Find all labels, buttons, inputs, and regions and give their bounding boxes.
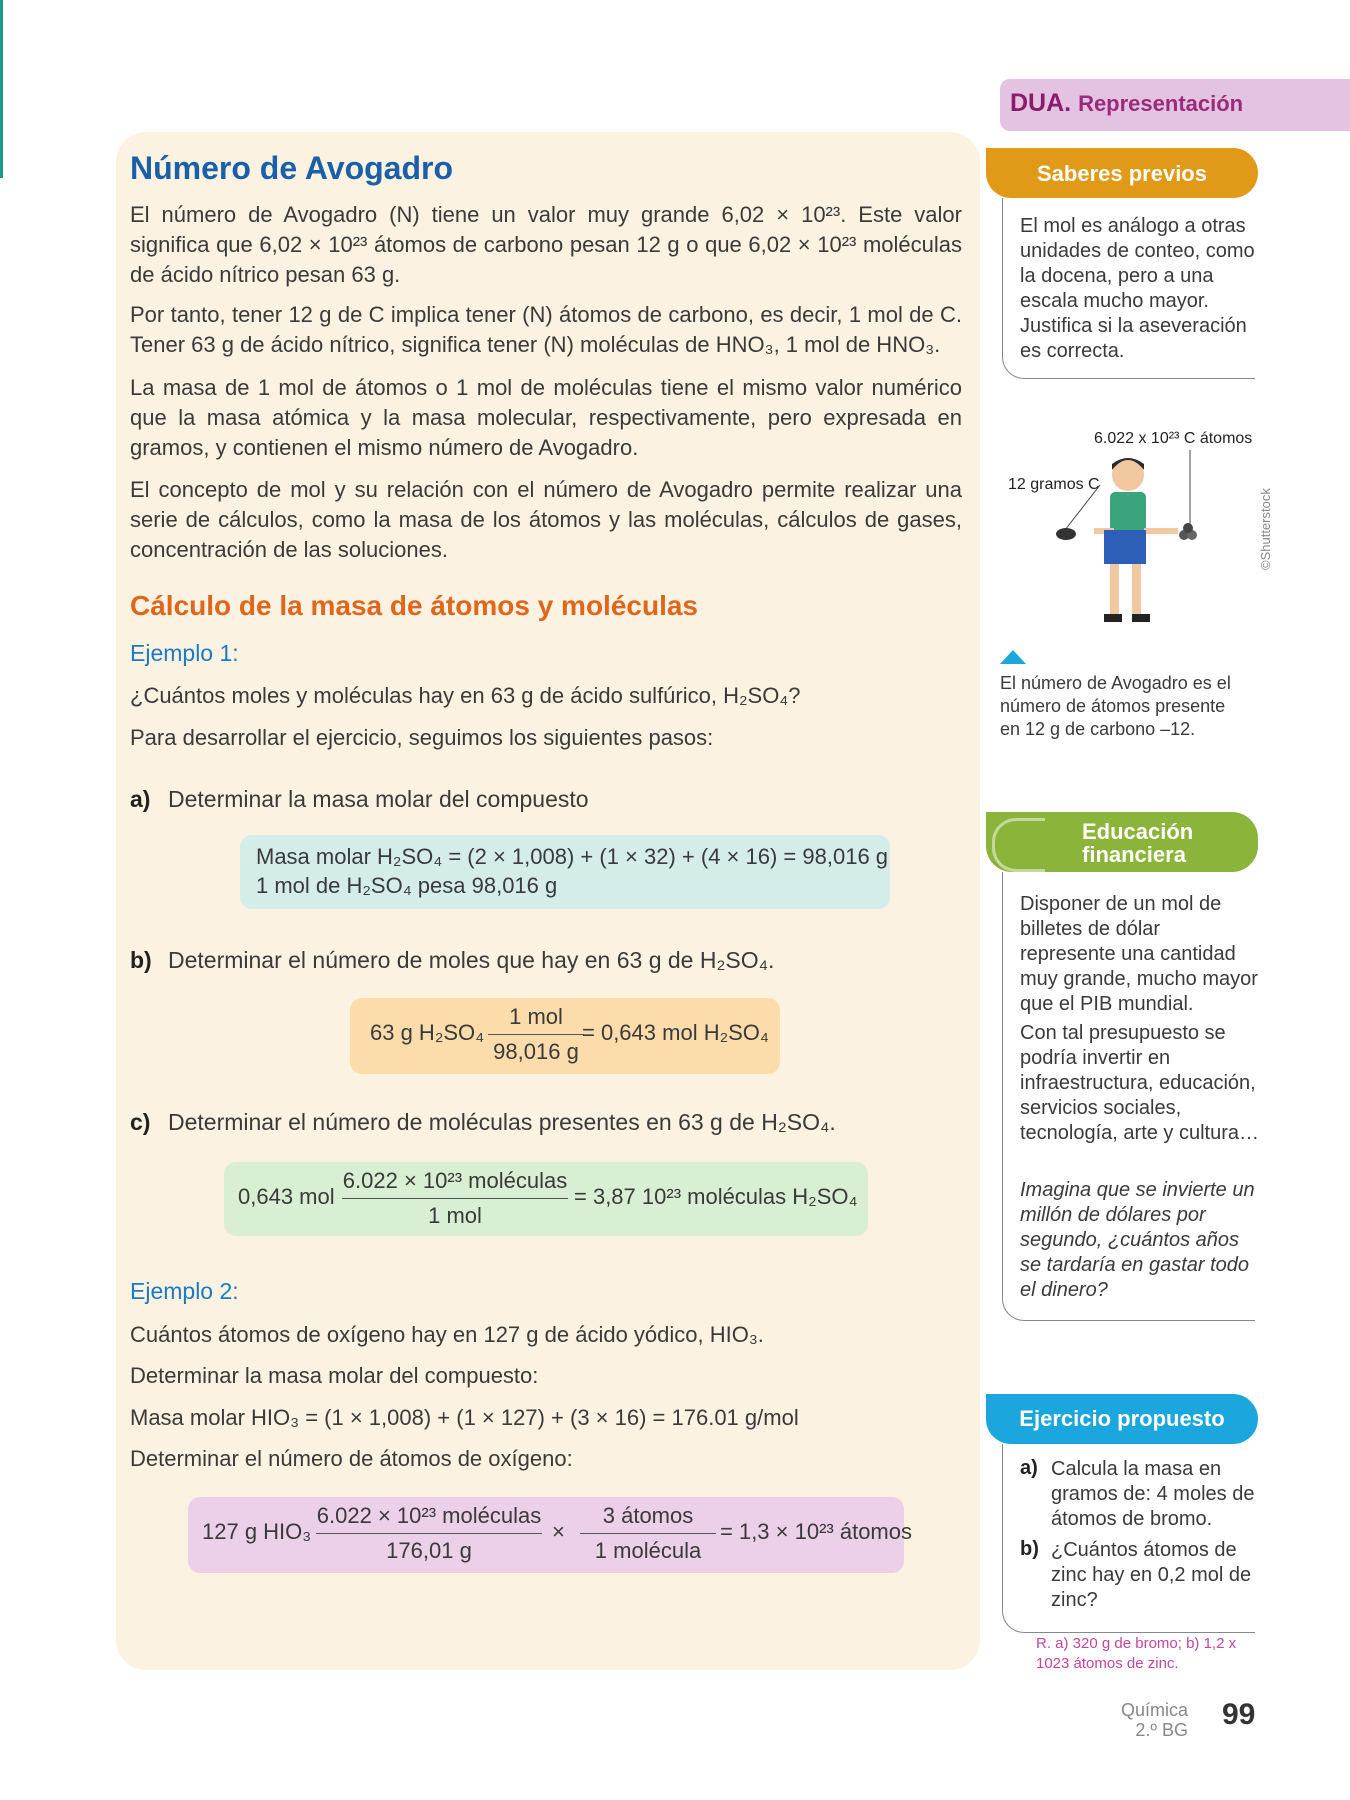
- saberes-previos-title: Saberes previos: [1037, 161, 1207, 186]
- atoms-fraction-2: [580, 1503, 716, 1564]
- molecules-fraction: [342, 1168, 568, 1229]
- exercise-b-text: ¿Cuántos átomos de zinc hay en 0,2 mol de zinc?: [1051, 1539, 1252, 1611]
- molecules-result: = 3,87 10²³ moléculas H₂SO₄: [574, 1184, 858, 1209]
- moles-left-term: 63 g H₂SO₄: [370, 1020, 485, 1045]
- molar-mass-box: [240, 835, 890, 909]
- caption-triangle-icon: [1000, 650, 1026, 664]
- atoms-fraction-1-numerator: 6.022 × 10²³ moléculas: [316, 1503, 542, 1534]
- molecules-calculation-box: [224, 1162, 868, 1236]
- atoms-left-term: 127 g HIO₃: [202, 1519, 312, 1544]
- example-2-line-3: Determinar el número de átomos de oxígeno:: [130, 1446, 573, 1471]
- page-number: 99: [1222, 1698, 1256, 1731]
- step-a-text: Determinar la masa molar del compuesto: [168, 786, 589, 812]
- ejercicio-propuesto-tab: [986, 1394, 1258, 1444]
- left-edge-line: [0, 0, 3, 178]
- exercise-a-text: Calcula la masa en gramos de: 4 moles de átomos de bromo.: [1051, 1458, 1255, 1530]
- example-2-line-1: Determinar la masa molar del compuesto:: [130, 1363, 539, 1388]
- image-credit: ©Shutterstock: [1258, 488, 1273, 570]
- step-c: [130, 1109, 836, 1136]
- moles-calculation-box: [350, 998, 780, 1074]
- finanzas-text-2: Con tal presupuesto se podría invertir en infraestructura, educación, servicios sociales, tecnología, arte y cultura…: [1020, 1022, 1260, 1144]
- ejercicio-propuesto-title: Ejercicio propuesto: [1019, 1406, 1225, 1431]
- subsection-title: Cálculo de la masa de átomos y moléculas: [130, 590, 698, 621]
- atoms-result: = 1,3 × 10²³ átomos: [720, 1519, 912, 1544]
- step-b-text: Determinar el número de moles que hay en 63 g de H₂SO₄.: [168, 947, 775, 973]
- atoms-fraction-2-numerator: 3 átomos: [580, 1503, 716, 1534]
- dua-text: Representación: [1078, 91, 1244, 116]
- paragraph-1: El número de Avogadro (N) tiene un valor muy grande 6,02 × 10²³. Este valor significa que 6,02 × 10²³ átomos de carbono pesan 12 g o que 6,02 × 10²³ moléculas de ácido nítrico pesan 63 g.: [130, 202, 962, 287]
- figure-label-left: 12 gramos C: [1008, 476, 1100, 493]
- footer-subject: [1121, 1700, 1188, 1740]
- step-a: [130, 786, 589, 813]
- exercise-a-letter: a): [1020, 1457, 1038, 1479]
- step-c-letter: c): [130, 1109, 151, 1135]
- times-sign: ×: [552, 1519, 565, 1544]
- atoms-calculation-box: [188, 1497, 912, 1573]
- atoms-fraction-1: [316, 1503, 542, 1564]
- educacion-financiera-tab: [986, 812, 1258, 872]
- molecules-fraction-numerator: 6.022 × 10²³ moléculas: [342, 1168, 568, 1199]
- molar-mass-line-1: Masa molar H₂SO₄ = (2 × 1,008) + (1 × 32) + (4 × 16) = 98,016 g: [256, 844, 889, 869]
- saberes-previos-text: El mol es análogo a otras unidades de conteo, como la docena, pero a una escala mucho mayor. Justifica si la aseveración es correcta.: [1020, 215, 1255, 362]
- dua-banner: [1000, 79, 1350, 131]
- step-a-letter: a): [130, 786, 151, 812]
- example-1-intro: Para desarrollar el ejercicio, seguimos los siguientes pasos:: [130, 725, 714, 750]
- paragraph-2: Por tanto, tener 12 g de C implica tener (N) átomos de carbono, es decir, 1 mol de C. Tener 63 g de ácido nítrico, significa tener (N) moléculas de HNO₃, 1 mol de HNO₃.: [130, 302, 962, 357]
- moles-fraction-denominator: 98,016 g: [493, 1039, 579, 1064]
- example-2-question: Cuántos átomos de oxígeno hay en 127 g de ácido yódico, HIO₃.: [130, 1322, 764, 1347]
- molar-mass-line-2: 1 mol de H₂SO₄ pesa 98,016 g: [256, 873, 558, 898]
- educacion-financiera-title: Educación financiera: [1082, 819, 1194, 867]
- example-2-line-2: Masa molar HIO₃ = (1 × 1,008) + (1 × 127) + (3 × 16) = 176.01 g/mol: [130, 1405, 799, 1430]
- dua-label: [1010, 89, 1243, 118]
- example-2-label: Ejemplo 2:: [130, 1278, 239, 1304]
- section-title: Número de Avogadro: [130, 150, 453, 186]
- figure-label-top: 6.022 x 10²³ C átomos: [1094, 430, 1253, 447]
- footer-subject-name: Química: [1120, 1700, 1188, 1720]
- financial-icon: [992, 818, 1045, 872]
- figure-caption: El número de Avogadro es el número de átomos presente en 12 g de carbono –12.: [1000, 673, 1231, 739]
- saberes-previos-tab: [986, 148, 1258, 198]
- example-1-question: ¿Cuántos moles y moléculas hay en 63 g de ácido sulfúrico, H₂SO₄?: [130, 683, 801, 708]
- step-c-text: Determinar el número de moléculas presentes en 63 g de H₂SO₄.: [168, 1109, 836, 1135]
- atoms-fraction-1-denominator: 176,01 g: [386, 1538, 472, 1563]
- paragraph-4: El concepto de mol y su relación con el número de Avogadro permite realizar una serie de cálculos, como la masa de los átomos y las moléculas, cálculos de gases, concentración de las soluciones.: [130, 477, 962, 562]
- molecules-left-term: 0,643 mol: [238, 1184, 335, 1209]
- molecules-fraction-denominator: 1 mol: [428, 1203, 482, 1228]
- exercise-b-letter: b): [1020, 1538, 1039, 1560]
- dua-label-text: DUA.: [1010, 89, 1072, 117]
- step-b: [130, 947, 774, 974]
- moles-fraction-numerator: 1 mol: [488, 1004, 584, 1035]
- atoms-fraction-2-denominator: 1 molécula: [594, 1538, 702, 1563]
- example-1-label: Ejemplo 1:: [130, 640, 239, 666]
- footer-grade: 2.º BG: [1135, 1720, 1188, 1740]
- paragraph-3: La masa de 1 mol de átomos o 1 mol de moléculas tiene el mismo valor numérico que la masa atómica y la masa molecular, respectivamente, pero expresada en gramos, y contienen el mismo número de Avogadro.: [130, 375, 962, 460]
- finanzas-text-3: Imagina que se invierte un millón de dólares por segundo, ¿cuántos años se tardaría en gastar todo el dinero?: [1020, 1179, 1255, 1301]
- finanzas-text-1: Disponer de un mol de billetes de dólar represente una cantidad muy grande, mucho mayor que el PIB mundial.: [1020, 893, 1258, 1015]
- step-b-letter: b): [130, 947, 152, 973]
- moles-result: = 0,643 mol H₂SO₄: [582, 1020, 769, 1045]
- moles-fraction: [488, 1004, 584, 1065]
- boy-illustration: [1040, 450, 1220, 650]
- exercise-answer: R. a) 320 g de bromo; b) 1,2 x 1023 átomos de zinc.: [1036, 1635, 1237, 1672]
